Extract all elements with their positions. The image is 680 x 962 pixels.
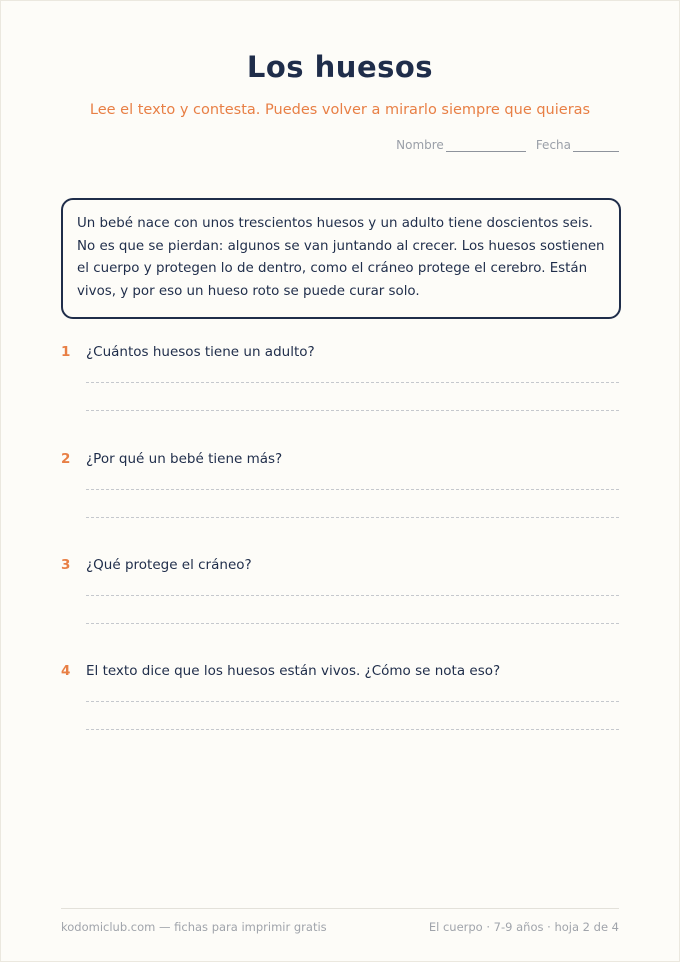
answer-line[interactable]: [86, 701, 619, 702]
question-1: [61, 344, 619, 364]
date-blank-line[interactable]: [573, 138, 619, 152]
question-number: 3: [61, 557, 71, 573]
footer-divider: [61, 908, 619, 909]
question-text: ¿Cuántos huesos tiene un adulto?: [86, 344, 315, 360]
footer-site-credit: kodomiclub.com — fichas para imprimir gratis: [61, 920, 327, 934]
question-number: 1: [61, 344, 71, 360]
answer-line[interactable]: [86, 410, 619, 411]
reading-passage-box: [61, 198, 621, 319]
answer-line[interactable]: [86, 729, 619, 730]
reading-passage-text: Un bebé nace con unos trescientos huesos y un adulto tiene doscientos seis. No es que se pierdan: algunos se van juntando al crecer. Los huesos sostienen el cuerpo y protegen lo de dentro, como el cráneo protege el cerebro. Están vivos, y por eso un hueso roto se puede curar solo.: [77, 216, 605, 299]
footer-page-info: El cuerpo · 7-9 años · hoja 2 de 4: [428, 920, 619, 934]
name-blank-line[interactable]: [446, 138, 526, 152]
question-text: ¿Por qué un bebé tiene más?: [86, 451, 283, 467]
question-2: [61, 451, 619, 471]
question-4: [61, 663, 619, 683]
question-number: 4: [61, 663, 71, 679]
date-label: Fecha: [535, 138, 571, 152]
question-text: El texto dice que los huesos están vivos. ¿Cómo se nota eso?: [86, 663, 501, 679]
instructions-subtitle: Lee el texto y contesta. Puedes volver a mirarlo siempre que quieras: [89, 102, 591, 118]
question-number: 2: [61, 451, 71, 467]
answer-line[interactable]: [86, 382, 619, 383]
name-date-fields: [396, 138, 619, 152]
answer-line[interactable]: [86, 517, 619, 518]
answer-line[interactable]: [86, 595, 619, 596]
name-label: Nombre: [396, 138, 444, 152]
answer-line[interactable]: [86, 623, 619, 624]
page-title: Los huesos: [246, 50, 434, 84]
question-3: [61, 557, 619, 577]
question-text: ¿Qué protege el cráneo?: [86, 557, 252, 573]
answer-line[interactable]: [86, 489, 619, 490]
